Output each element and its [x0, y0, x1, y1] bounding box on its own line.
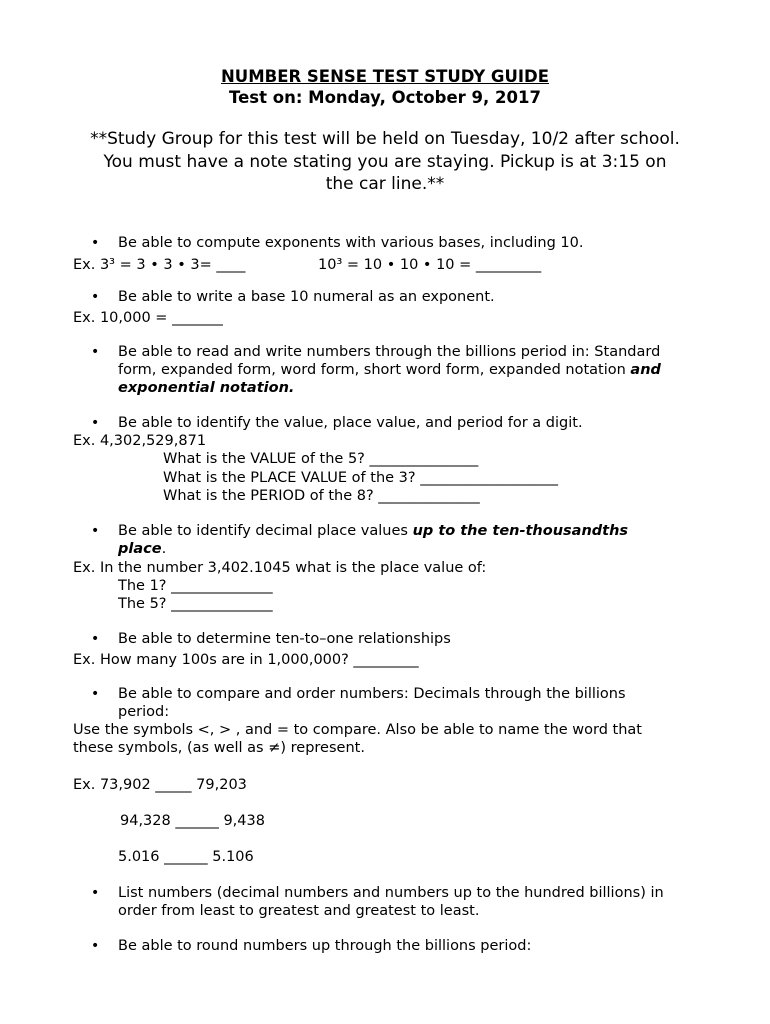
exponents-example-b: 10³ = 10 • 10 • 10 = _________ — [318, 257, 542, 273]
decimal-place-bullet — [118, 522, 668, 558]
document-header — [0, 67, 770, 108]
order-bullet-line-1: List numbers (decimal numbers and numbers up to the hundred billions) in — [118, 885, 664, 901]
decimal-place-bullet-text: Be able to identify decimal place values — [118, 523, 413, 539]
rounding-bullet: Be able to round numbers up through the billions period: — [118, 938, 532, 954]
bullet-icon: • — [91, 686, 100, 702]
symbols-paragraph-line-1: Use the symbols <, > , and = to compare. Also be able to name the word that — [73, 722, 642, 738]
ten-to-one-example: Ex. How many 100s are in 1,000,000? _________ — [73, 652, 419, 668]
test-date: Test on: Monday, October 9, 2017 — [229, 88, 541, 107]
decimal-question-1: The 1? ______________ — [118, 578, 273, 594]
notice-line-1: **Study Group for this test will be held on Tuesday, 10/2 after school. — [90, 129, 680, 149]
order-bullet-line-2: order from least to greatest and greatest to least. — [118, 903, 480, 919]
bullet-icon: • — [91, 235, 100, 251]
compare-example-2: 94,328 ______ 9,438 — [120, 813, 265, 829]
bullet-icon: • — [91, 885, 100, 901]
bullet-icon: • — [91, 523, 100, 539]
forms-bullet — [118, 343, 693, 397]
place-value-bullet: Be able to identify the value, place value, and period for a digit. — [118, 415, 583, 431]
bullet-icon: • — [91, 415, 100, 431]
exponents-bullet: Be able to compute exponents with various bases, including 10. — [118, 235, 584, 251]
compare-bullet-line-2: period: — [118, 704, 170, 720]
bullet-icon: • — [91, 344, 100, 360]
bullet-icon: • — [91, 938, 100, 954]
period-question: What is the PERIOD of the 8? ______________ — [163, 488, 480, 504]
value-question: What is the VALUE of the 5? _______________ — [163, 451, 479, 467]
symbols-paragraph-line-2: these symbols, (as well as ≠) represent. — [73, 740, 365, 756]
compare-example-1: Ex. 73,902 _____ 79,203 — [73, 777, 247, 793]
base10-bullet: Be able to write a base 10 numeral as an exponent. — [118, 289, 495, 305]
bullet-icon: • — [91, 289, 100, 305]
notice-line-2: You must have a note stating you are staying. Pickup is at 3:15 on — [103, 151, 667, 172]
base10-example: Ex. 10,000 = _______ — [73, 310, 223, 326]
decimal-place-example: Ex. In the number 3,402.1045 what is the place value of: — [73, 560, 487, 576]
study-group-notice — [60, 128, 710, 196]
ten-to-one-bullet: Be able to determine ten-to–one relationships — [118, 631, 451, 647]
compare-bullet-line-1: Be able to compare and order numbers: Decimals through the billions — [118, 686, 626, 702]
document-title: NUMBER SENSE TEST STUDY GUIDE — [221, 67, 549, 86]
forms-bullet-emphasis: and exponential notation. — [118, 362, 661, 396]
decimal-place-bullet-end: . — [161, 541, 167, 557]
decimal-place-bullet-emphasis: up to the ten-thousandths place — [118, 523, 629, 557]
forms-bullet-text: Be able to read and write numbers through the billions period in: Standard form, expanded form, word form, short word form, expanded notation — [118, 344, 661, 378]
bullet-icon: • — [91, 631, 100, 647]
notice-line-3: the car line.** — [325, 174, 445, 194]
decimal-question-5: The 5? ______________ — [118, 596, 273, 612]
place-value-example: Ex. 4,302,529,871 — [73, 433, 207, 449]
place-value-question: What is the PLACE VALUE of the 3? ___________________ — [163, 470, 558, 486]
exponents-example-a: Ex. 3³ = 3 • 3 • 3= ____ — [73, 257, 246, 273]
compare-example-3: 5.016 ______ 5.106 — [118, 849, 254, 865]
